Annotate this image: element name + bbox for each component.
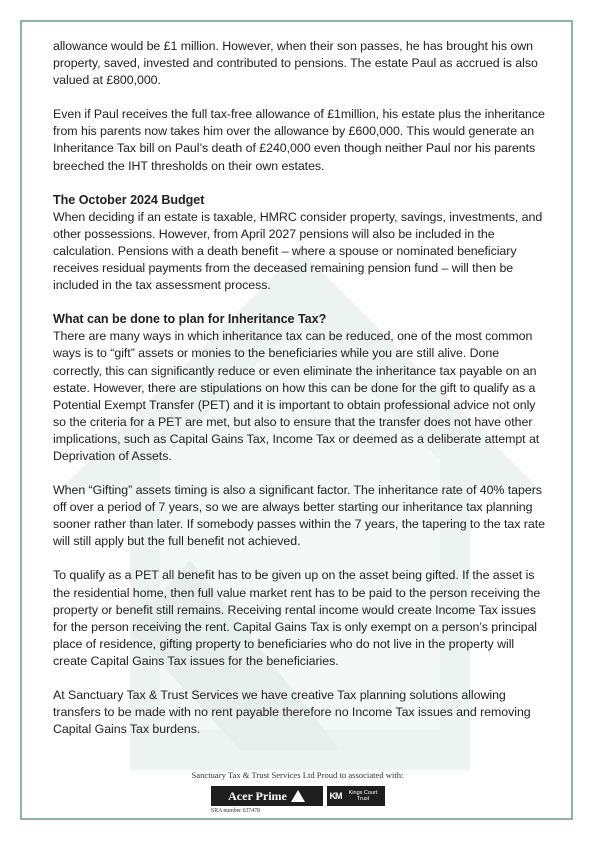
paragraph: When “Gifting” assets timing is also a significant factor. The inheritance rate of 40% tapers off over a period of 7 years, so we are always better starting our inheritance tax planning sooner rather than later. If somebody passes within the 7 years, the tapering to the tax rate will still apply but the full benefit not achieved. (53, 483, 545, 549)
paragraph: Even if Paul receives the full tax-free allowance of £1million, his estate plus the inheritance from his parents now takes him over the allowance by £600,000. This would generate an Inheritance Tax bill on Paul’s death of £240,000 even though neither Paul nor his parents breeched the IHT thresholds on their own estates. (53, 107, 545, 173)
acer-prime-logo (211, 786, 323, 806)
triangle-icon (291, 790, 305, 802)
footer-text: Sanctuary Tax & Trust Services Ltd Proud to associated with: (191, 770, 404, 780)
paragraph: There are many ways in which inheritance tax can be reduced, one of the most common ways is to “gift” assets or monies to the beneficiaries while you are still alive. Done correctly, this can significantly reduce or even eliminate the inheritance tax payable on an estate. However, there are stipulations on how this can be done for the gift to qualify as a Potential Exempt Transfer (PET) and it is important to obtain professional advice not only so the criteria for a PET are met, but also to ensure that the transfer does not have other implications, such as Capital Gains Tax, Income Tax or deemed as a deliberate attempt at Deprivation of Assets. (53, 329, 540, 463)
acer-prime-logo-text: Acer Prime (228, 788, 287, 803)
paragraph: At Sanctuary Tax & Trust Services we have creative Tax planning solutions allowing transfers to be made with no rent payable therefore no Income Tax issues and removing Capital Gains Tax burdens. (53, 688, 531, 737)
partner-logos (0, 786, 595, 806)
kings-court-mark: KM (329, 791, 342, 801)
paragraph: To qualify as a PET all benefit has to be given up on the asset being gifted. If the asset is the residential home, then full value market rent has to be paid to the person receiving the property or benefit still remains. Receiving rental income would create Income Tax issues for the person receiving the rent. Capital Gains Tax is only exempt on a person’s principal place of residence, gifting property to beneficiaries who do not live in the property will create Capital Gains Tax issues for the beneficiaries. (53, 568, 541, 668)
kings-court-trust-logo (327, 786, 385, 806)
article-body (53, 38, 545, 755)
paragraph: allowance would be £1 million. However, when their son passes, he has brought his own property, saved, invested and contributed to pensions. The estate Paul as accrued is also valued at £800,000. (53, 39, 538, 88)
sra-number: SRA number 637478 (211, 808, 260, 814)
footer (0, 770, 595, 814)
section-heading-budget: The October 2024 Budget (53, 192, 205, 207)
section-heading-plan: What can be done to plan for Inheritance Tax? (53, 312, 327, 327)
paragraph: When deciding if an estate is taxable, HMRC consider property, savings, investments, and other possessions. However, from April 2027 pensions will also be included in the calculation. Pensions with a death benefit – where a spouse or nominated beneficiary receives residual payments from the deceased remaining pension fund – will then be included in the tax assessment process. (53, 209, 543, 293)
kings-court-trust-text: Kings Court Trust (348, 790, 378, 802)
